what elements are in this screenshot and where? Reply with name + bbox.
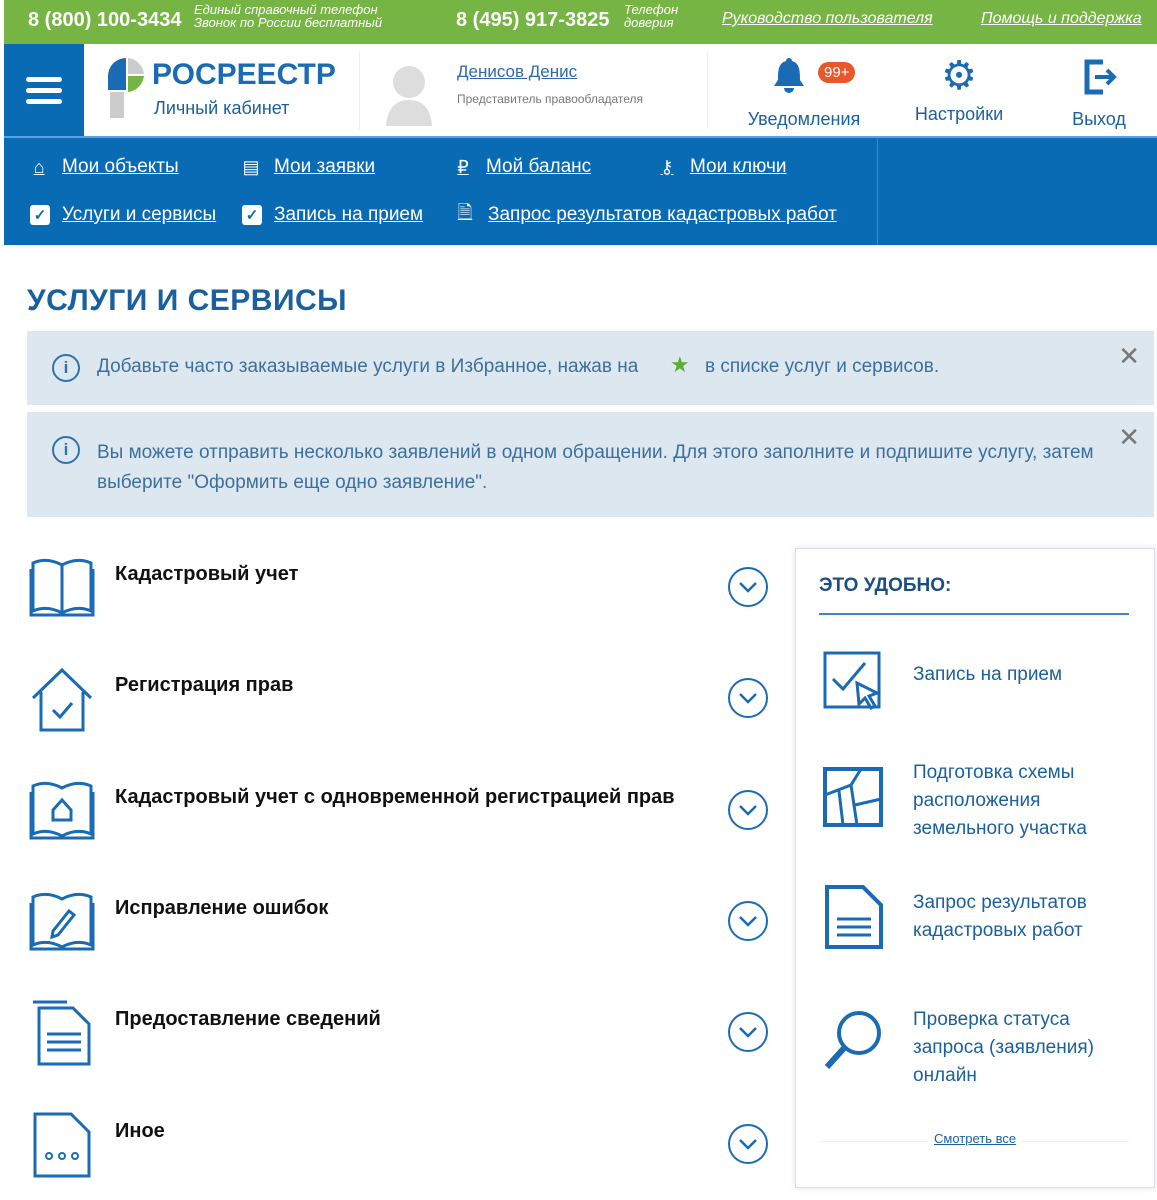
nav-my-keys[interactable]: ⚷ Мои ключи [656,156,786,178]
key-icon: ⚷ [660,156,674,177]
checkbox-icon: ✓ [30,205,50,225]
book-icon [28,553,96,621]
service-label: Кадастровый учет с одновременной регистрацией прав [115,786,675,808]
chevron-down-icon[interactable] [728,1124,768,1164]
service-item[interactable] [28,776,778,866]
settings-label: Настройки [914,104,1004,124]
top-bar [4,0,1157,44]
alert-text: Вы можете отправить несколько заявлений в одном обращении. Для этого заполните и подпишите услугу, затем выберите "Оформить еще одно заявление". [97,442,1094,493]
service-label: Иное [115,1120,165,1142]
info-icon: i [52,436,80,464]
star-icon: ★ [670,352,690,377]
service-label: Предоставление сведений [115,1008,381,1030]
favorites-alert [27,331,1154,405]
logo-title: РОСРЕЕСТР [152,58,336,91]
settings-button[interactable] [904,56,1014,132]
logout-icon [1079,56,1119,96]
multi-application-alert [27,412,1154,517]
menu-button[interactable] [4,44,84,136]
map-plot-icon [821,765,885,829]
service-item[interactable] [28,553,778,643]
home-icon: ⌂ [33,156,45,177]
bell-icon [769,56,809,96]
service-label: Исправление ошибок [115,897,329,919]
main-nav [4,138,1157,245]
nav-appointment[interactable]: ✓ Запись на прием [242,204,423,226]
see-all-link[interactable]: Смотреть все [928,1131,1022,1146]
book-pencil-icon [28,887,96,955]
house-icon [28,664,96,732]
nav-services[interactable]: ✓ Услуги и сервисы [30,204,216,226]
chevron-down-icon[interactable] [728,1012,768,1052]
service-item[interactable] [28,998,778,1088]
service-label: Кадастровый учет [115,563,299,585]
cursor-check-icon [821,649,885,713]
nav-my-balance[interactable]: ₽ Мой баланс [452,156,591,178]
hotline-note: Единый справочный телефон Звонок по России бесплатный [194,2,383,30]
documents-icon [28,998,96,1066]
nav-my-objects[interactable]: ⌂ Мои объекты [28,156,179,178]
logo-icon [108,58,144,120]
service-label: Регистрация прав [115,674,294,696]
trust-note: Телефон доверия [624,2,679,30]
convenient-panel [795,548,1155,1188]
ruble-icon: ₽ [457,156,469,177]
sidebar-item-cadastral-results[interactable]: Запрос результатов кадастровых работ [821,885,1141,965]
document-icon [821,885,885,949]
gear-icon: ⚙ [941,54,977,98]
chevron-down-icon[interactable] [728,678,768,718]
alert-text-end: в списке услуг и сервисов. [705,356,940,377]
service-item[interactable] [28,1110,778,1200]
help-link[interactable]: Помощь и поддержка [981,10,1142,27]
avatar [384,58,434,126]
trust-phone: 8 (495) 917-3825 [456,9,610,31]
sidebar-item-appointment[interactable]: Запись на прием [821,649,1141,719]
logout-button[interactable] [1059,56,1139,132]
user-guide-link[interactable]: Руководство пользователя [722,10,933,27]
sidebar-item-scheme[interactable]: Подготовка схемы расположения земельного участка [821,765,1141,855]
service-item[interactable] [28,887,778,977]
file-more-icon [28,1110,96,1178]
info-icon: i [52,354,80,382]
notifications-badge: 99+ [818,62,855,83]
page-title: УСЛУГИ И СЕРВИСЫ [27,284,348,317]
sidebar-item-status-check[interactable]: Проверка статуса запроса (заявления) онлайн [821,1009,1141,1099]
nav-my-requests[interactable]: ▤ Мои заявки [240,156,375,178]
close-icon[interactable]: ✕ [1118,422,1140,452]
book-house-icon [28,776,96,844]
chevron-down-icon[interactable] [728,567,768,607]
hotline-phone: 8 (800) 100-3434 [28,9,182,31]
notifications-label: Уведомления [747,109,861,129]
magnifier-icon [821,1009,885,1073]
documents-icon: ▤ [242,156,260,177]
header [4,44,1157,138]
close-icon[interactable]: ✕ [1118,341,1140,371]
service-item[interactable] [28,664,778,754]
chevron-down-icon[interactable] [728,790,768,830]
document-icon: 🗎 [457,202,473,222]
logout-label: Выход [1072,109,1126,129]
chevron-down-icon[interactable] [728,901,768,941]
alert-text: Добавьте часто заказываемые услуги в Избранное, нажав на [97,356,639,377]
user-role: Представитель правообладателя [457,92,644,106]
notifications-button[interactable] [744,56,864,132]
nav-cadastral-results[interactable]: 🗎 Запрос результатов кадастровых работ [454,204,837,226]
panel-title: ЭТО УДОБНО: [819,575,952,596]
logo-subtitle: Личный кабинет [154,98,290,118]
checkbox-icon: ✓ [242,205,262,225]
user-name-link[interactable]: Денисов Денис [457,62,578,81]
